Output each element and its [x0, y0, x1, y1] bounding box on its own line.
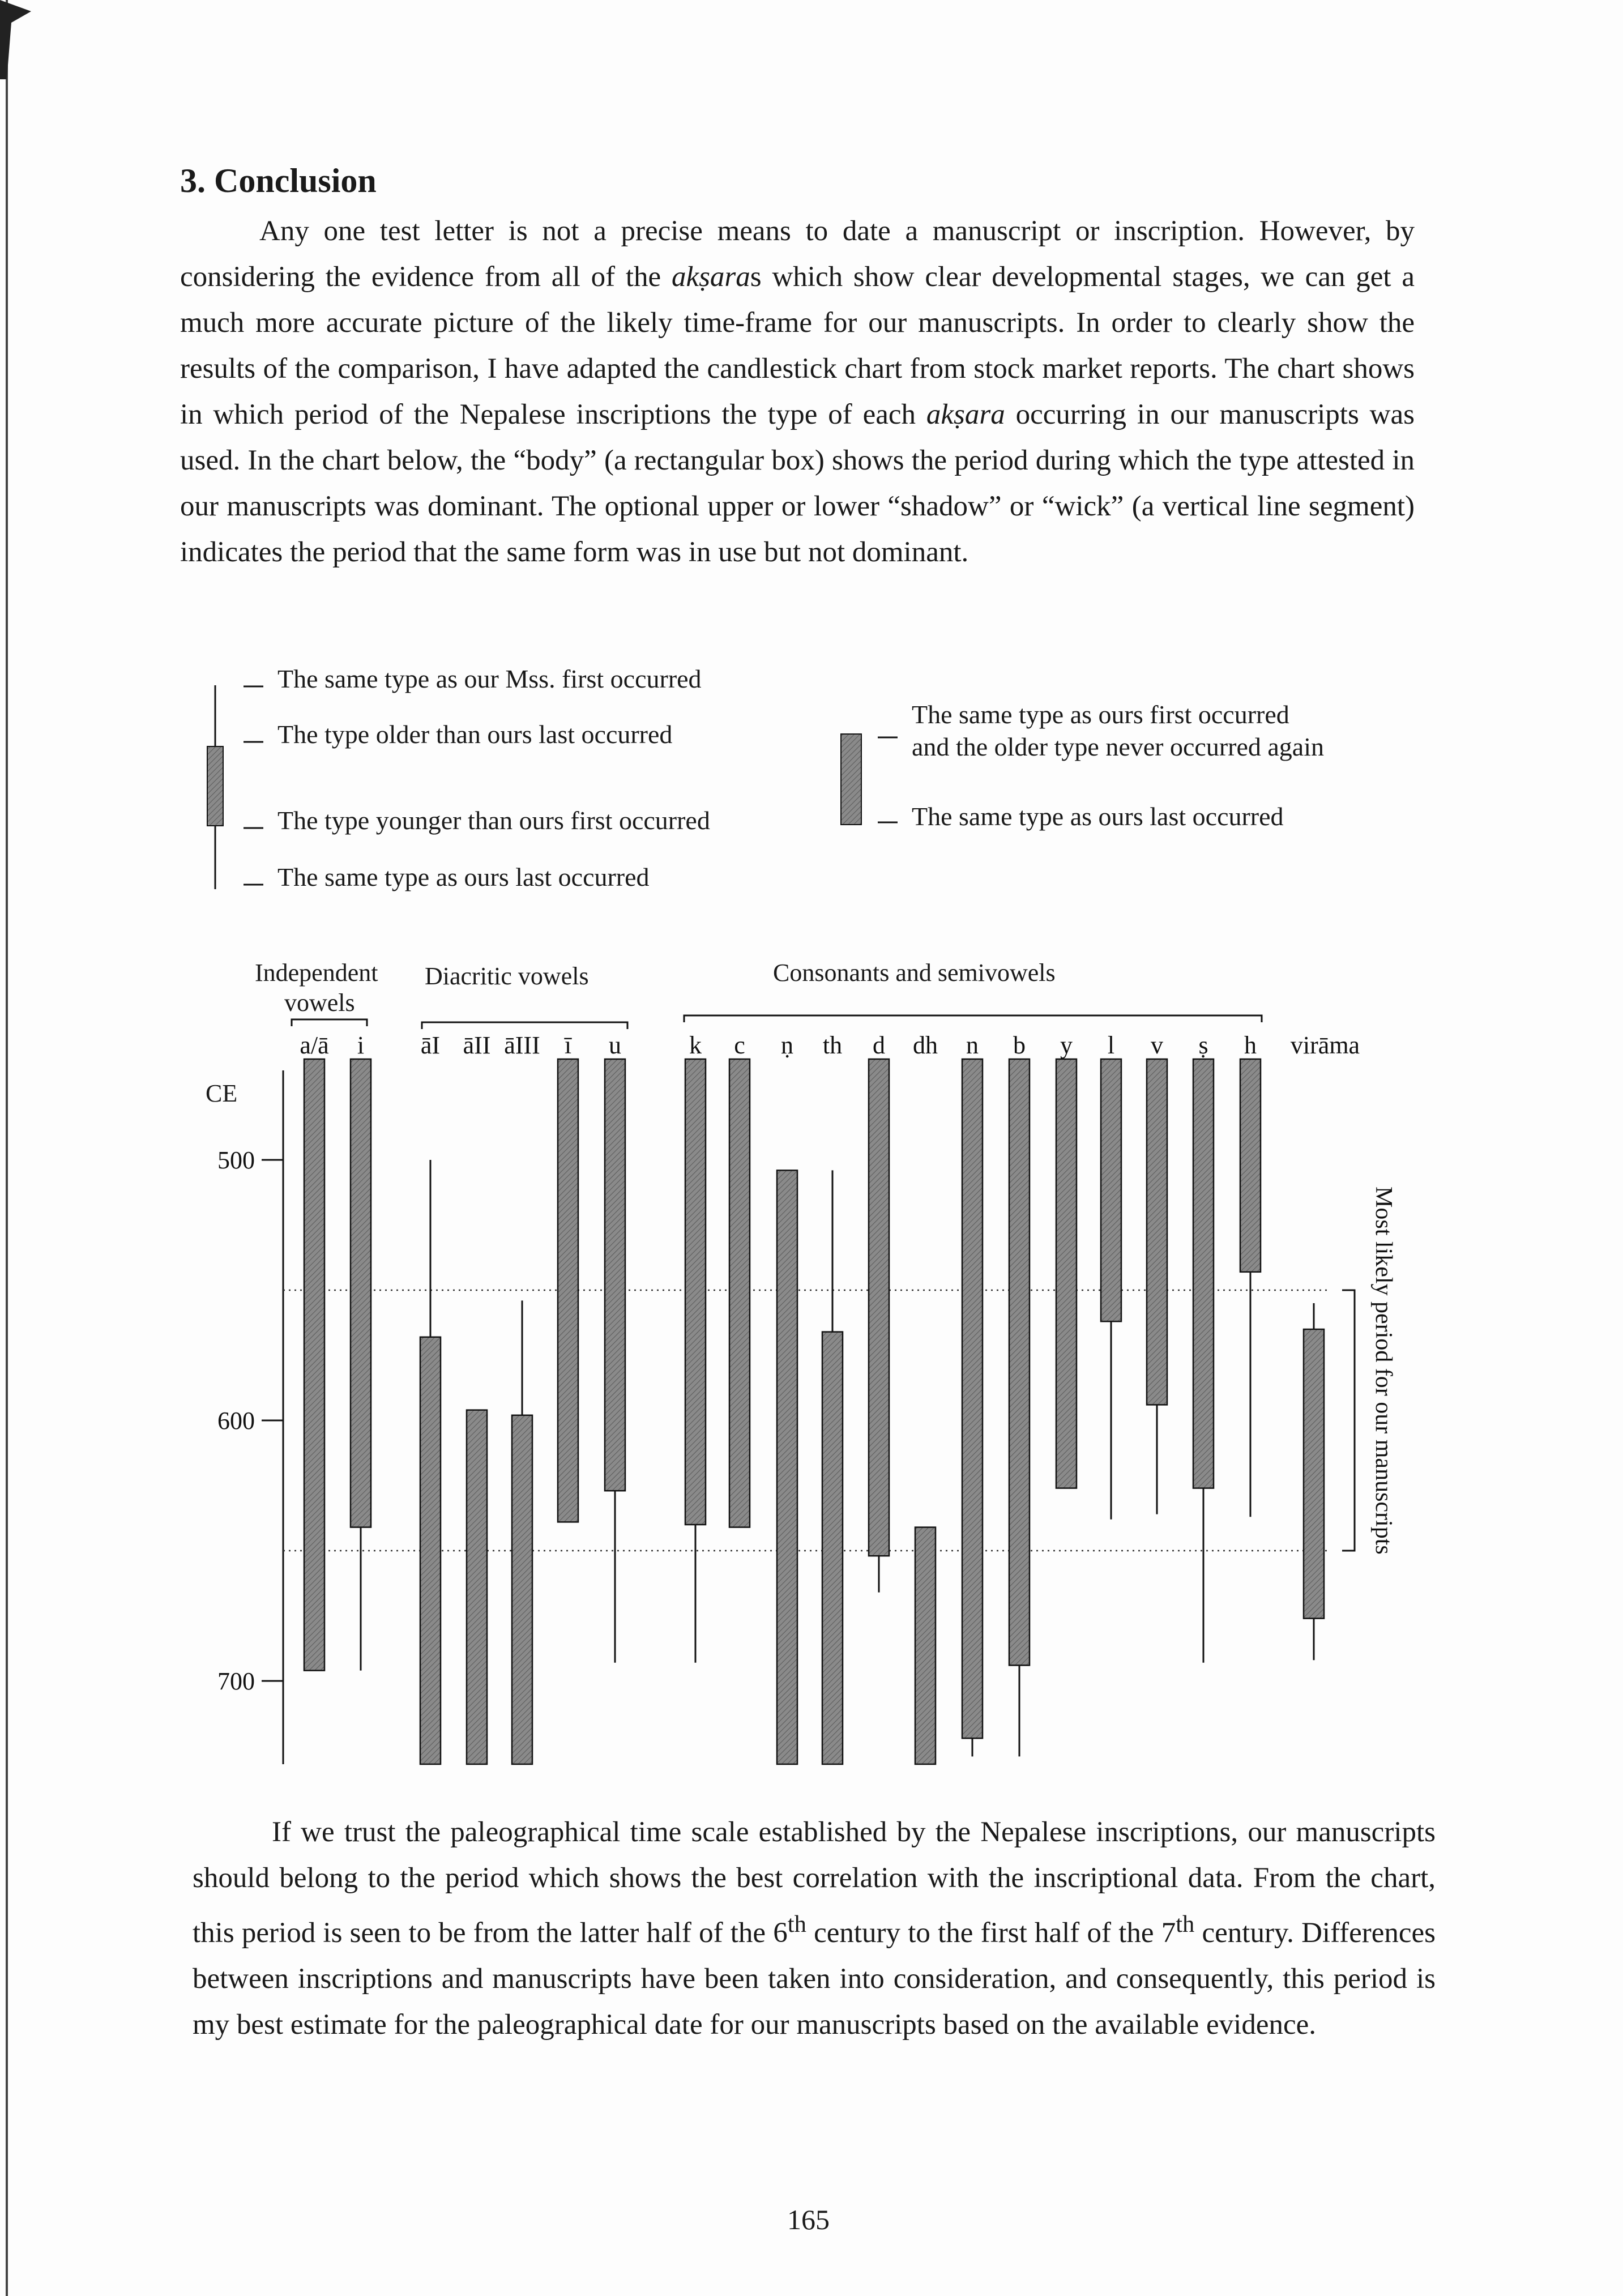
candle-body-4 [512, 1415, 532, 1764]
aksara-label-8: c [734, 1031, 745, 1059]
legend-right-first: The same type as ours first occurred [912, 700, 1289, 729]
legend-last-occurred: The same type as ours last occurred [277, 863, 650, 891]
legend-older-last: The type older than ours last occurred [277, 720, 673, 749]
group-label-consonants: Consonants and semivowels [773, 959, 1056, 987]
y-axis-label: CE [206, 1079, 238, 1107]
aksara-label-16: l [1107, 1031, 1115, 1059]
group-label-vowels: vowels [284, 989, 355, 1017]
y-tick-label-500: 500 [217, 1146, 255, 1174]
aksara-label-6: u [609, 1031, 621, 1059]
candle-body-13 [962, 1059, 983, 1738]
legend-right-last: The same type as ours last occurred [912, 802, 1284, 831]
candle-body-1 [351, 1059, 371, 1527]
candle-body-6 [605, 1059, 625, 1491]
intro-paragraph: Any one test letter is not a precise means to date a manuscript or inscription. However, by considering the evidence from all of the akṣaras which show clear developmental stages, we can get a much more accurate picture of the likely time-frame for our manuscripts. In order to clearly show the results of the comparison, I have adapted the candlestick chart from stock market reports. The chart shows in which period of the Nepalese inscriptions the type of each akṣara occurring in our manuscripts was used. In the chart below, the “body” (a rectangular box) shows the period during which the type attested in our manuscripts was dominant. The optional upper or lower “shadow” or “wick” (a vertical line segment) indicates the period that the same form was in use but not dominant. [180, 215, 1415, 568]
aksara-label-10: th [822, 1031, 843, 1059]
aksara-label-19: h [1244, 1031, 1257, 1059]
aksara-label-7: k [689, 1031, 702, 1059]
group-bracket-1 [422, 1022, 627, 1029]
y-tick-label-600: 600 [217, 1407, 255, 1435]
page-number: 165 [787, 2204, 830, 2235]
candle-body-12 [915, 1527, 936, 1764]
candle-body-17 [1147, 1059, 1167, 1405]
candle-body-5 [558, 1059, 578, 1522]
aksara-label-14: b [1013, 1031, 1026, 1059]
candle-body-18 [1193, 1059, 1214, 1488]
aksara-label-0: a/ā [300, 1031, 329, 1059]
aksara-label-18: ṣ [1198, 1031, 1208, 1059]
candle-body-0 [304, 1059, 324, 1671]
candle-body-15 [1056, 1059, 1077, 1488]
aksara-label-3: āII [463, 1031, 491, 1059]
candle-body-11 [869, 1059, 889, 1556]
aksara-label-1: i [357, 1031, 365, 1059]
conclusion-paragraph: If we trust the paleographical time scale established by the Nepalese inscriptions, our manuscripts should belong to the period which shows the best correlation with the inscriptional data. From the chart, this period is seen to be from the latter half of the 6th century to the first half of the 7th century. Differences between inscriptions and manuscripts have been taken into consideration, and consequently, this period is my best estimate for the paleographical date for our manuscripts based on the available evidence. [193, 1816, 1436, 2041]
aksara-label-17: v [1151, 1031, 1163, 1059]
candle-body-3 [467, 1410, 487, 1764]
aksara-label-20: virāma [1290, 1031, 1360, 1059]
candle-body-20 [1304, 1329, 1324, 1619]
period-bracket [1342, 1290, 1355, 1551]
legend-first-occurred: The same type as our Mss. first occurred [277, 664, 702, 693]
aksara-label-4: āIII [504, 1031, 540, 1059]
aksara-label-15: y [1060, 1031, 1073, 1059]
candle-body-7 [685, 1059, 706, 1525]
group-label-diacritic: Diacritic vowels [425, 962, 589, 990]
aksara-label-12: dh [913, 1031, 938, 1059]
group-bracket-2 [684, 1015, 1262, 1022]
y-tick-label-700: 700 [217, 1667, 255, 1695]
candle-body-19 [1240, 1059, 1261, 1272]
aksara-label-2: āI [420, 1031, 441, 1059]
aksara-label-5: ī [564, 1031, 572, 1059]
candle-body-14 [1009, 1059, 1030, 1665]
candle-body-16 [1101, 1059, 1121, 1321]
aksara-label-11: d [873, 1031, 885, 1059]
most-likely-label: Most likely period for our manuscripts [1370, 1187, 1396, 1555]
group-bracket-0 [292, 1019, 367, 1026]
candle-body-9 [777, 1170, 797, 1764]
aksara-label-13: n [966, 1031, 979, 1059]
candle-body-10 [822, 1332, 843, 1764]
candle-body-2 [420, 1337, 441, 1764]
legend-right-older: and the older type never occurred again [912, 732, 1324, 761]
aksara-label-9: ṇ [781, 1031, 793, 1059]
candle-body-8 [729, 1059, 750, 1527]
group-label-independent: Independent [255, 959, 378, 987]
section-heading: 3. Conclusion [180, 162, 377, 199]
legend-younger-first: The type younger than ours first occurred [277, 806, 710, 835]
